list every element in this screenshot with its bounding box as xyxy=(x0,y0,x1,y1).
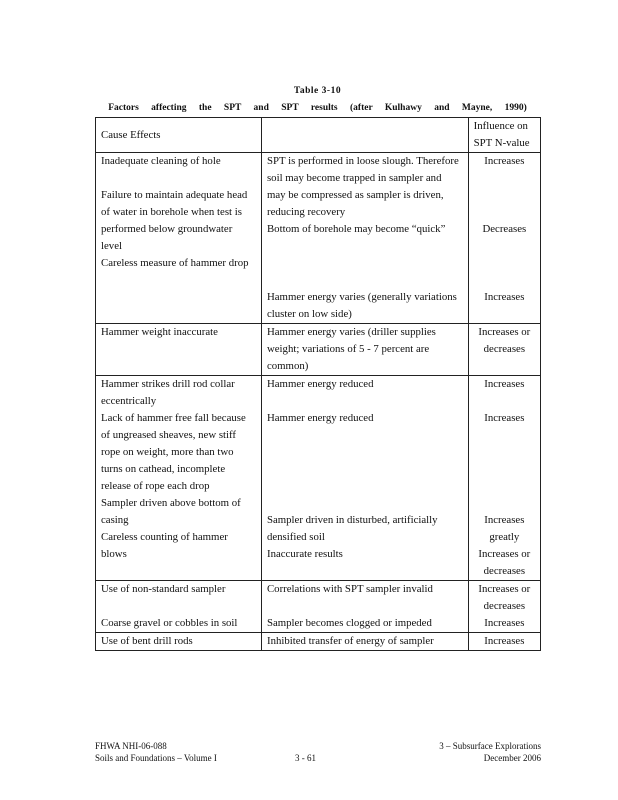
spt-factors-table xyxy=(95,117,541,651)
influence-cell: Increases xyxy=(484,617,525,629)
effect-cell: Hammer energy varies (driller supplies weight; variations of 5 - 7 percent are common) xyxy=(261,324,468,376)
cause-cell: Hammer strikes drill rod collar eccentrically xyxy=(101,378,235,407)
table-row xyxy=(96,324,541,376)
influence-cell: Decreases xyxy=(482,223,527,235)
influence-cell: Increases or decreases xyxy=(468,324,540,376)
influence-cell: Increases xyxy=(484,155,525,167)
cause-cell: Failure to maintain adequate head of water in borehole when test is performed below groundwater level xyxy=(101,189,248,252)
header-cause: Cause Effects xyxy=(96,118,262,153)
effect-cell: Sampler becomes clogged or impeded xyxy=(266,617,432,629)
cause-cell: Use of non-standard sampler xyxy=(101,583,226,595)
effect-cell: Inhibited transfer of energy of sampler xyxy=(261,633,468,651)
effect-cell: Bottom of borehole may become “quick” xyxy=(266,223,446,235)
footer-chapter: 3 – Subsurface Explorations xyxy=(439,741,541,751)
table-title: Table 3-10 xyxy=(293,86,342,96)
effect-cell: Hammer energy varies (generally variations cluster on low side) xyxy=(266,291,457,320)
table-row xyxy=(96,376,541,581)
effect-cell: Sampler driven in disturbed, artificially densified soil xyxy=(266,514,438,543)
table-row xyxy=(96,633,541,651)
cause-cell: Inadequate cleaning of hole xyxy=(101,155,221,167)
footer-left xyxy=(95,740,217,764)
footer-date: December 2006 xyxy=(483,753,541,763)
effect-cell: SPT is performed in loose slough. Therefore soil may become trapped in sampler and may be compressed as sampler is driven, reducing recovery xyxy=(266,155,459,218)
effect-cell: Hammer energy reduced xyxy=(266,378,374,390)
footer-report-id: FHWA NHI-06-088 xyxy=(95,741,167,751)
cause-cell: Lack of hammer free fall because of ungreased sheaves, new stiff rope on weight, more than two turns on cathead, incomplete release of rope each drop xyxy=(101,412,246,492)
table-row xyxy=(96,581,541,633)
header-influence: Influence on SPT N-value xyxy=(468,118,540,153)
effect-cell: Hammer energy reduced xyxy=(266,412,374,424)
cause-cell: Coarse gravel or cobbles in soil xyxy=(101,617,238,629)
influence-cell: Increases greatly xyxy=(484,514,525,543)
cause-cell: Careless counting of hammer blows xyxy=(101,531,228,560)
cause-cell: Sampler driven above bottom of casing xyxy=(101,497,241,526)
footer-right xyxy=(420,740,541,764)
cause-cell: Hammer weight inaccurate xyxy=(96,324,262,376)
header-effects xyxy=(261,118,468,153)
effect-cell: Inaccurate results xyxy=(266,548,343,560)
page-number: 3 - 61 xyxy=(295,753,316,763)
influence-cell: Increases or decreases xyxy=(478,583,531,612)
influence-cell: Increases xyxy=(484,412,525,424)
influence-cell: Increases xyxy=(484,291,525,303)
table-subtitle: Factors affecting the SPT and SPT results (after Kulhawy and Mayne, 1990) xyxy=(108,103,527,113)
influence-cell: Increases or decreases xyxy=(478,548,531,577)
cause-cell: Careless measure of hammer drop xyxy=(101,257,249,269)
table-row xyxy=(96,153,541,324)
footer-volume: Soils and Foundations – Volume I xyxy=(95,753,217,763)
effect-cell: Correlations with SPT sampler invalid xyxy=(266,583,433,595)
influence-cell: Increases xyxy=(484,378,525,390)
influence-cell: Increases xyxy=(468,633,540,651)
cause-cell: Use of bent drill rods xyxy=(96,633,262,651)
table-header-row xyxy=(96,118,541,153)
